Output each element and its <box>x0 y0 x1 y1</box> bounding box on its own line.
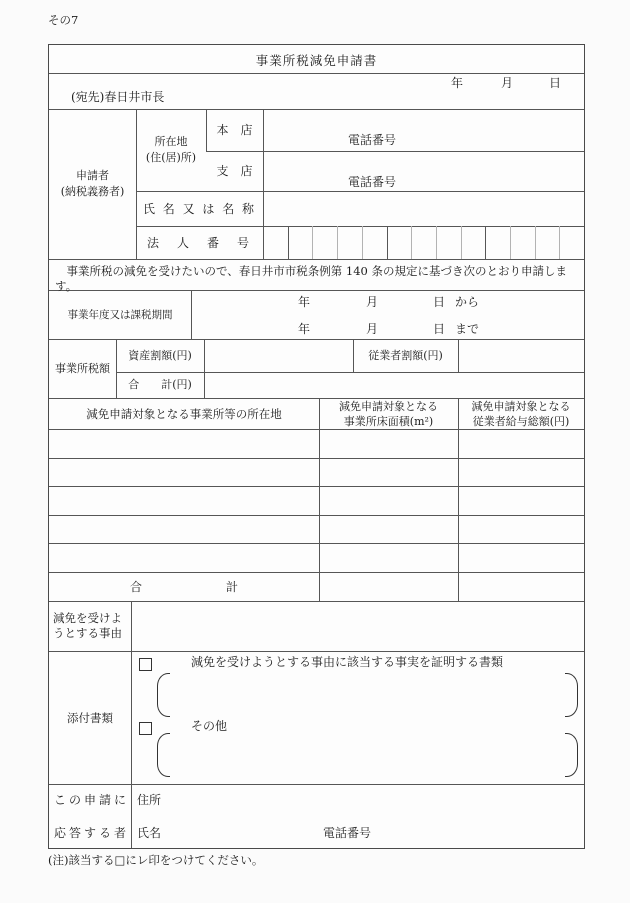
site-location-header: 減免申請対象となる事業所等の所在地 <box>86 406 282 421</box>
attachment-item1-label: 減免を受けようとする事由に該当する事実を証明する書類 <box>191 655 504 669</box>
attachment-item2-label: その他 <box>191 719 228 733</box>
site-row2-floor-input[interactable] <box>319 458 458 486</box>
site-salary-header-line1: 減免申請対象となる <box>471 399 571 413</box>
fiscal-period-label: 事業年度又は課税期間 <box>67 308 173 321</box>
fiscal-to-input[interactable] <box>191 315 584 339</box>
fiscal-to-year-label: 年 <box>298 322 311 336</box>
respondent-label-line2: 応答する者 <box>54 826 130 840</box>
site-row2-salary-input[interactable] <box>458 458 584 486</box>
site-row5-floor-input[interactable] <box>319 543 458 572</box>
grid-line <box>49 784 584 785</box>
fiscal-to-month-label: 月 <box>366 322 379 336</box>
respondent-address-label: 住所 <box>137 793 162 807</box>
reason-label-line2: うとする事由 <box>53 626 122 640</box>
reason-input[interactable] <box>131 601 584 651</box>
respondent-address-input[interactable] <box>169 791 584 813</box>
site-floor-header <box>319 398 458 429</box>
branch-office-label: 支 店 <box>216 164 253 178</box>
attachment-checkbox-2[interactable] <box>139 722 152 735</box>
respondent-name-input[interactable] <box>169 824 319 846</box>
fiscal-from-year-label: 年 <box>298 295 311 309</box>
branch-address-input[interactable] <box>263 151 584 173</box>
site-row1-floor-input[interactable] <box>319 429 458 458</box>
applicant-label <box>49 109 136 259</box>
tax-total-label: 合 計(円) <box>128 378 192 391</box>
site-row4-salary-input[interactable] <box>458 515 584 543</box>
date-day-label: 日 <box>549 76 562 90</box>
name-or-title-input[interactable] <box>263 191 584 226</box>
attachment-checkbox-1[interactable] <box>139 658 152 671</box>
applicant-label-line2: (納税義務者) <box>60 185 125 198</box>
date-month-label: 月 <box>501 76 514 90</box>
declaration-line2: す。 <box>55 279 78 293</box>
respondent-phone-label: 電話番号 <box>323 826 372 840</box>
branch-phone-label: 電話番号 <box>348 175 397 189</box>
attachment2-detail-input[interactable] <box>171 735 563 773</box>
form-title: 事業所税減免申請書 <box>255 53 378 68</box>
head-office-phone-input[interactable] <box>399 131 584 149</box>
site-floor-header-line2: 事業所床面積(m²) <box>343 414 434 428</box>
grid-line <box>49 259 584 260</box>
open-paren-icon <box>157 673 170 717</box>
asset-portion-label: 資産割額(円) <box>128 348 192 362</box>
corporate-number-label: 法 人 番 号 <box>146 235 252 250</box>
sites-total-label: 合 計 <box>129 579 238 594</box>
site-salary-header-line2: 従業者給与総額(円) <box>472 414 570 428</box>
fiscal-to-suffix: まで <box>455 322 480 336</box>
site-floor-header-line1: 減免申請対象となる <box>339 399 438 413</box>
head-office-address-input[interactable] <box>263 109 584 131</box>
fiscal-from-day-label: 日 <box>433 295 446 309</box>
application-form-table <box>48 44 585 849</box>
head-office-phone-label: 電話番号 <box>348 133 397 147</box>
respondent-phone-input[interactable] <box>375 824 584 846</box>
page-number: その7 <box>48 13 79 27</box>
site-row5-salary-input[interactable] <box>458 543 584 572</box>
close-paren-icon <box>565 733 578 777</box>
attachment1-detail-input[interactable] <box>171 675 563 713</box>
site-row1-location-input[interactable] <box>49 429 319 458</box>
tax-total-input[interactable] <box>204 372 584 398</box>
sites-total-floor-input[interactable] <box>319 572 458 601</box>
location-label <box>136 109 206 191</box>
date-year-label: 年 <box>451 76 464 90</box>
site-row3-floor-input[interactable] <box>319 486 458 515</box>
respondent-name-label: 氏名 <box>137 826 162 840</box>
site-salary-header <box>458 398 584 429</box>
site-row4-location-input[interactable] <box>49 515 319 543</box>
site-row4-floor-input[interactable] <box>319 515 458 543</box>
site-row3-location-input[interactable] <box>49 486 319 515</box>
declaration-line1: 事業所税の減免を受けたいので、春日井市市税条例第 140 条の規定に基づき次のとおり申請しま <box>55 264 568 278</box>
open-paren-icon <box>157 733 170 777</box>
reason-label-line1: 減免を受けよ <box>53 611 122 625</box>
fiscal-from-input[interactable] <box>191 290 584 315</box>
applicant-label-line1: 申請者 <box>76 169 109 182</box>
fiscal-to-day-label: 日 <box>433 322 446 336</box>
site-row1-salary-input[interactable] <box>458 429 584 458</box>
attachments-label: 添付書類 <box>67 710 113 725</box>
reason-label <box>53 611 122 641</box>
location-label-line2: (住(居)所) <box>145 151 197 164</box>
head-office-label: 本 店 <box>216 123 253 137</box>
footnote: (注)該当する□にレ印をつけてください。 <box>48 853 264 867</box>
location-label-line1: 所在地 <box>154 135 188 148</box>
employee-portion-input[interactable] <box>458 339 584 372</box>
addressee-label: (宛先)春日井市長 <box>71 90 165 104</box>
fiscal-from-month-label: 月 <box>366 295 379 309</box>
site-row5-location-input[interactable] <box>49 543 319 572</box>
grid-line <box>49 73 584 74</box>
tax-amount-label: 事業所税額 <box>55 361 110 375</box>
close-paren-icon <box>565 673 578 717</box>
asset-portion-input[interactable] <box>204 339 353 372</box>
sites-total-salary-input[interactable] <box>458 572 584 601</box>
respondent-label-line1: この申請に <box>54 793 130 807</box>
site-row3-salary-input[interactable] <box>458 486 584 515</box>
employee-portion-label: 従業者割額(円) <box>368 348 443 362</box>
branch-phone-input[interactable] <box>399 173 584 191</box>
corporate-number-input[interactable] <box>263 226 584 259</box>
site-row2-location-input[interactable] <box>49 458 319 486</box>
name-or-title-label: 氏 名 又 は 名 称 <box>142 201 257 216</box>
fiscal-from-suffix: から <box>455 295 480 309</box>
